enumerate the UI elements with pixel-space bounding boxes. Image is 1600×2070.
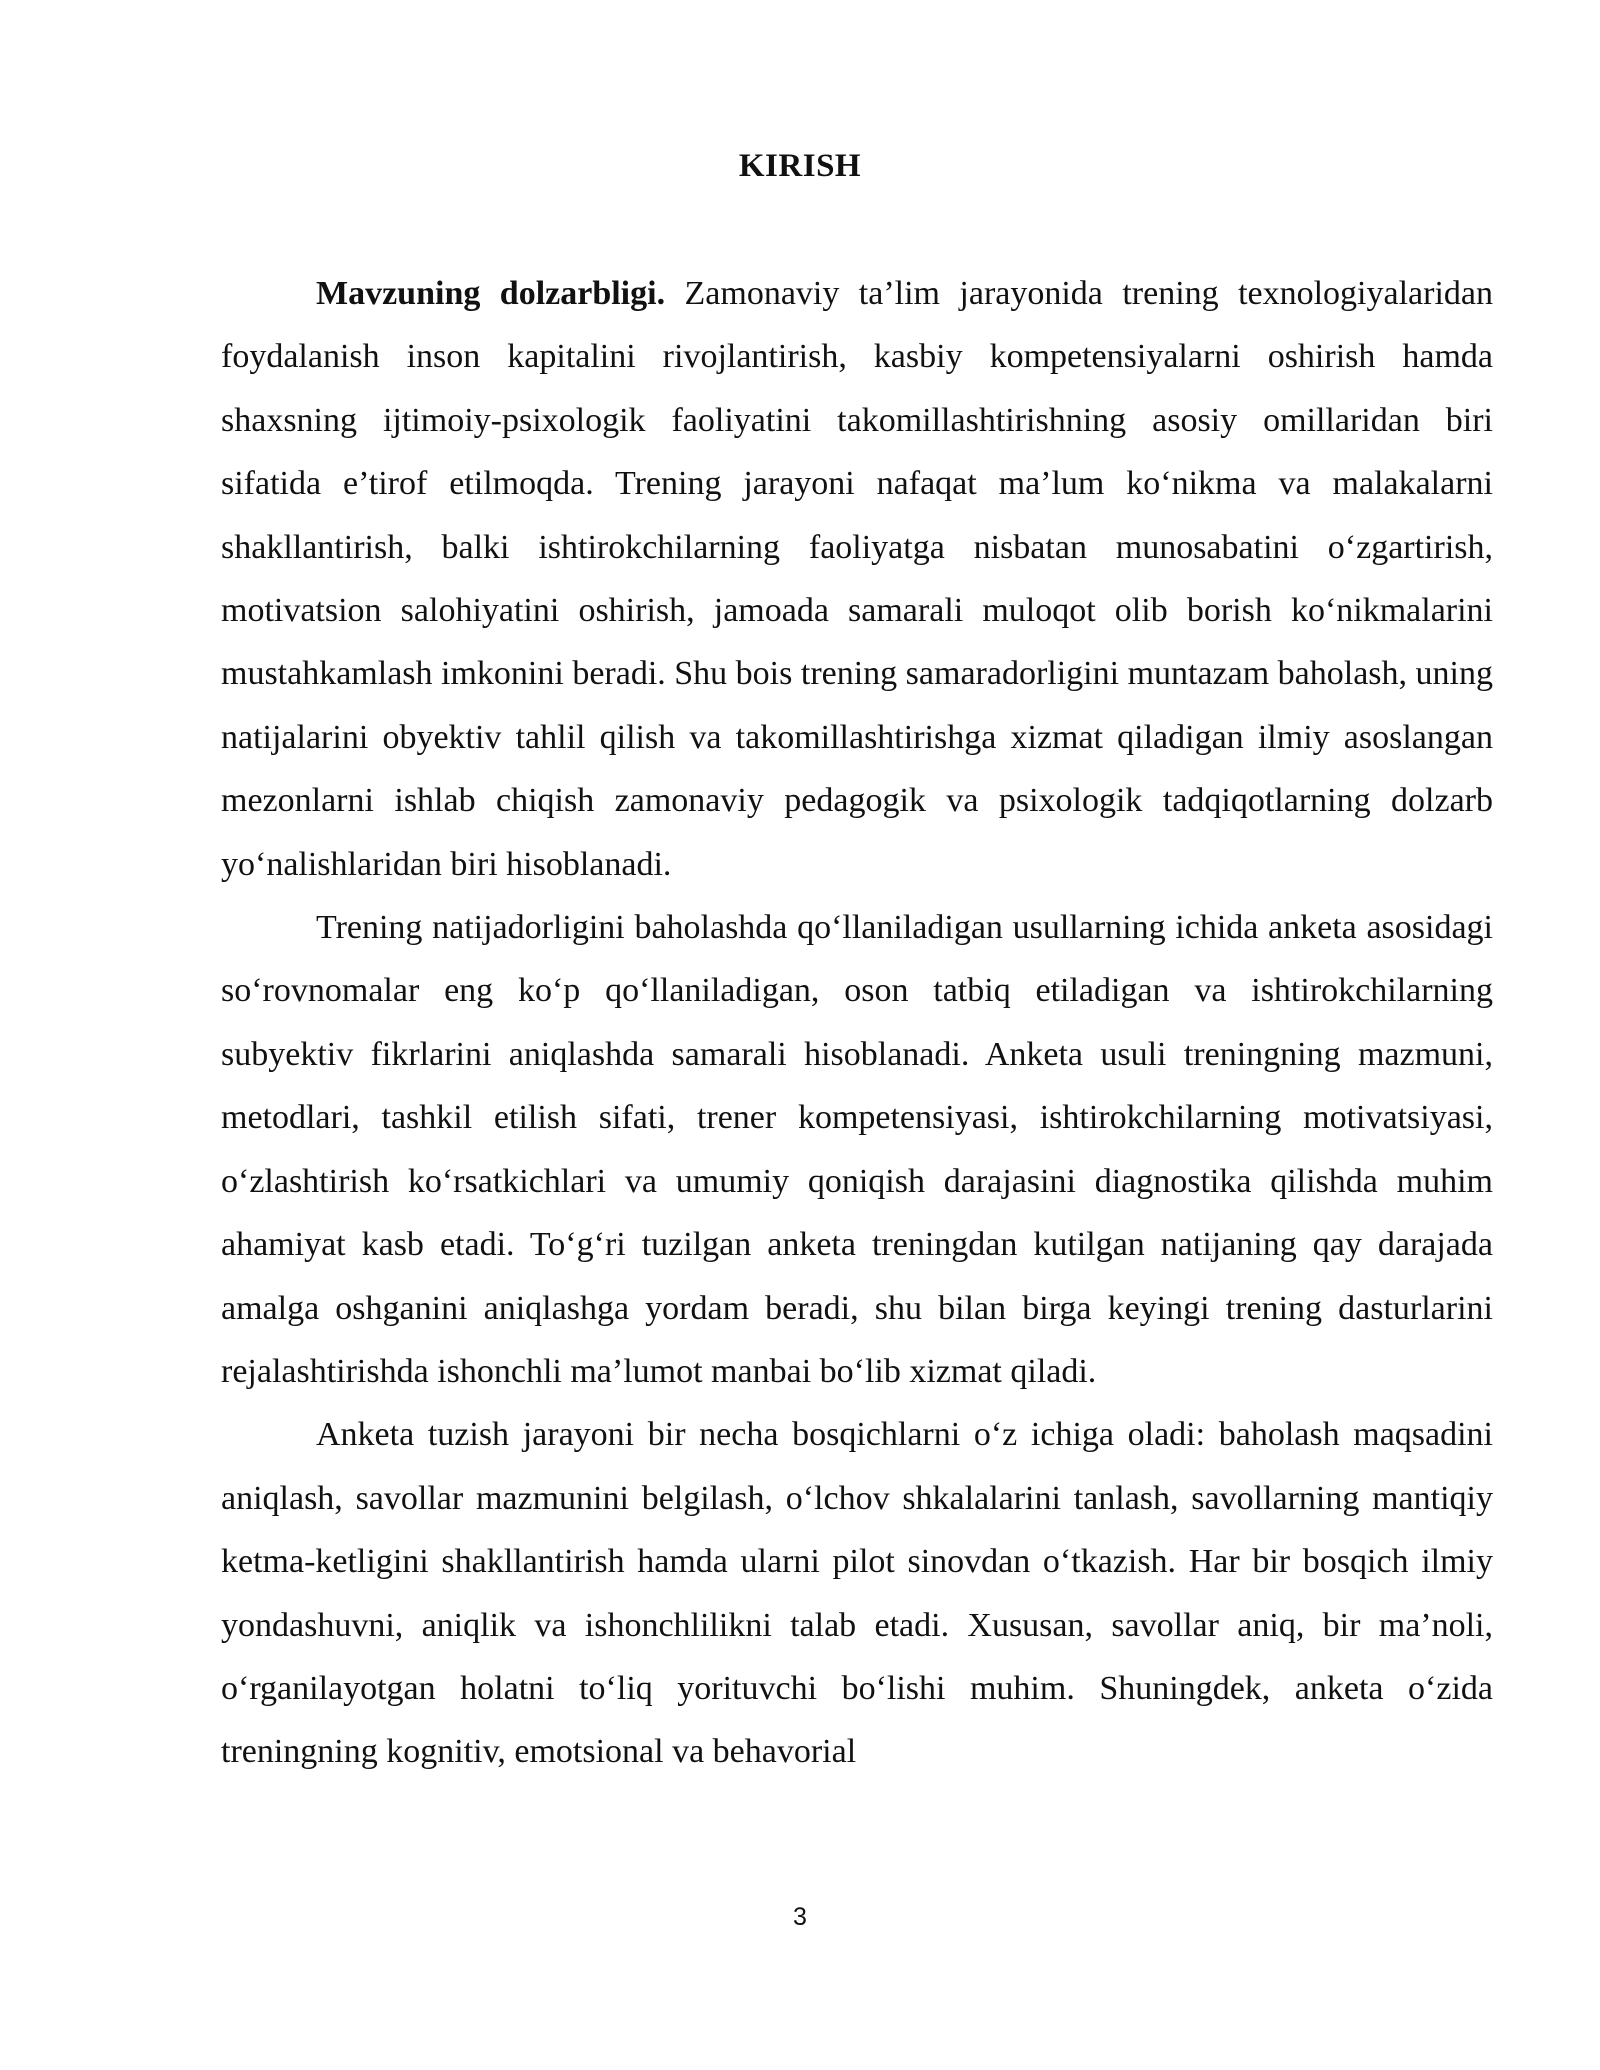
- paragraph-survey-methods: [221, 896, 1493, 1403]
- paragraph-lead-heading: Mavzuning dolzarbligi.: [316, 275, 666, 312]
- body-text: [221, 262, 1493, 1784]
- page-number: 3: [793, 1903, 807, 1931]
- paragraph-text: Zamonaviy ta’lim jarayonida trening texnologiyalaridan foydalanish inson kapitalini rivojlantirish, kasbiy kompetensiyalarni oshirish hamda shaxsning ijtimoiy-psixologik faoliyatini takomillashtirishning asosiy omillaridan biri sifatida e’tirof etilmoqda. Trening jarayoni nafaqat ma’lum ko‘nikma va malakalarni shakllantirish, balki ishtirokchilarning faoliyatga nisbatan munosabatini o‘zgartirish, motivatsion salohiyatini oshirish, jamoada samarali muloqot olib borish ko‘nikmalarini mustahkamlash imkonini beradi. Shu bois trening samaradorligini muntazam baholash, uning natijalarini obyektiv tahlil qilish va takomillashtirishga xizmat qiladigan ilmiy asoslangan mezonlarni ishlab chiqish zamonaviy pedagogik va psixologik tadqiqotlarning dolzarb yo‘nalishlaridan biri hisoblanadi.: [221, 275, 1493, 883]
- paragraph-survey-design: [221, 1403, 1493, 1783]
- section-title: KIRISH: [738, 148, 862, 184]
- paragraph-text: Trening natijadorligini baholashda qo‘llaniladigan usullarning ichida anketa asosidagi so‘rovnomalar eng ko‘p qo‘llaniladigan, oson tatbiq etiladigan va ishtirokchilarning subyektiv fikrlarini aniqlashda samarali hisoblanadi. Anketa usuli treningning mazmuni, metodlari, tashkil etilish sifati, trener kompetensiyasi, ishtirokchilarning motivatsiyasi, o‘zlashtirish ko‘rsatkichlari va umumiy qoniqish darajasini diagnostika qilishda muhim ahamiyat kasb etadi. To‘g‘ri tuzilgan anketa treningdan kutilgan natijaning qay darajada amalga oshganini aniqlashga yordam beradi, shu bilan birga keyingi trening dasturlarini rejalashtirishda ishonchli ma’lumot manbai bo‘lib xizmat qiladi.: [221, 909, 1493, 1390]
- paragraph-text: Anketa tuzish jarayoni bir necha bosqichlarni o‘z ichiga oladi: baholash maqsadini aniqlash, savollar mazmunini belgilash, o‘lchov shkalalarini tanlash, savollarning mantiqiy ketma-ketligini shakllantirish hamda ularni pilot sinovdan o‘tkazish. Har bir bosqich ilmiy yondashuvni, aniqlik va ishonchlilikni talab etadi. Xususan, savollar aniq, bir ma’noli, o‘rganilayotgan holatni to‘liq yorituvchi bo‘lishi muhim. Shuningdek, anketa o‘zida treningning kognitiv, emotsional va behavorial: [221, 1416, 1493, 1771]
- paragraph-relevance: [221, 262, 1493, 896]
